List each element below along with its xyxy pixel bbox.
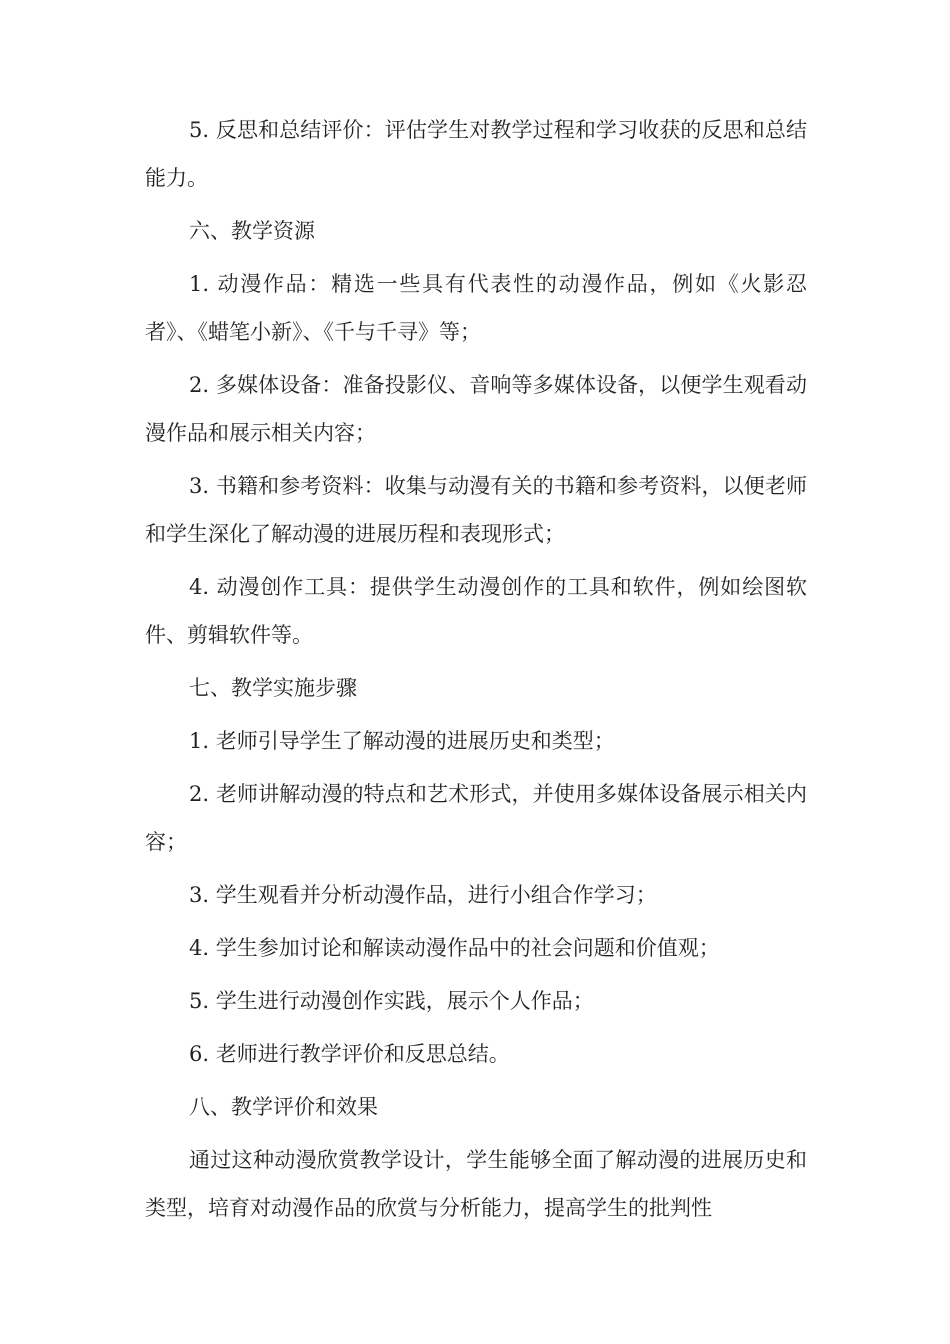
paragraph-step-5: 5. 学生进行动漫创作实践，展示个人作品； [189,989,594,1013]
heading-implementation-steps: 七、教学实施步骤 [189,676,357,700]
paragraph-step-6: 6. 老师进行教学评价和反思总结。 [189,1042,510,1066]
paragraph-creation-tools: 4. 动漫创作工具：提供学生动漫创作的工具和软件，例如绘图软件、剪辑软件等。 [145,575,807,647]
paragraph-books-references: 3. 书籍和参考资料：收集与动漫有关的书籍和参考资料，以便老师和学生深化了解动漫的进展历程和表现形式； [145,474,807,546]
paragraph-anime-works: 1. 动漫作品：精选一些具有代表性的动漫作品，例如《火影忍者》、《蜡笔小新》、《千与千寻》等； [145,272,807,344]
paragraph-step-4: 4. 学生参加讨论和解读动漫作品中的社会问题和价值观； [189,936,720,960]
paragraph-step-1: 1. 老师引导学生了解动漫的进展历史和类型； [189,729,615,753]
heading-teaching-resources: 六、教学资源 [189,219,315,243]
paragraph-step-2: 2. 老师讲解动漫的特点和艺术形式，并使用多媒体设备展示相关内容； [145,782,807,854]
paragraph-multimedia-equipment: 2. 多媒体设备：准备投影仪、音响等多媒体设备，以便学生观看动漫作品和展示相关内容； [145,373,807,445]
paragraph-step-3: 3. 学生观看并分析动漫作品，进行小组合作学习； [189,883,657,907]
paragraph-reflection-evaluation: 5. 反思和总结评价：评估学生对教学过程和学习收获的反思和总结能力。 [145,118,807,190]
paragraph-summary: 通过这种动漫欣赏教学设计，学生能够全面了解动漫的进展历史和类型，培育对动漫作品的欣赏与分析能力，提高学生的批判性 [145,1148,807,1220]
heading-evaluation-effects: 八、教学评价和效果 [189,1095,378,1119]
document-body [145,106,807,1237]
